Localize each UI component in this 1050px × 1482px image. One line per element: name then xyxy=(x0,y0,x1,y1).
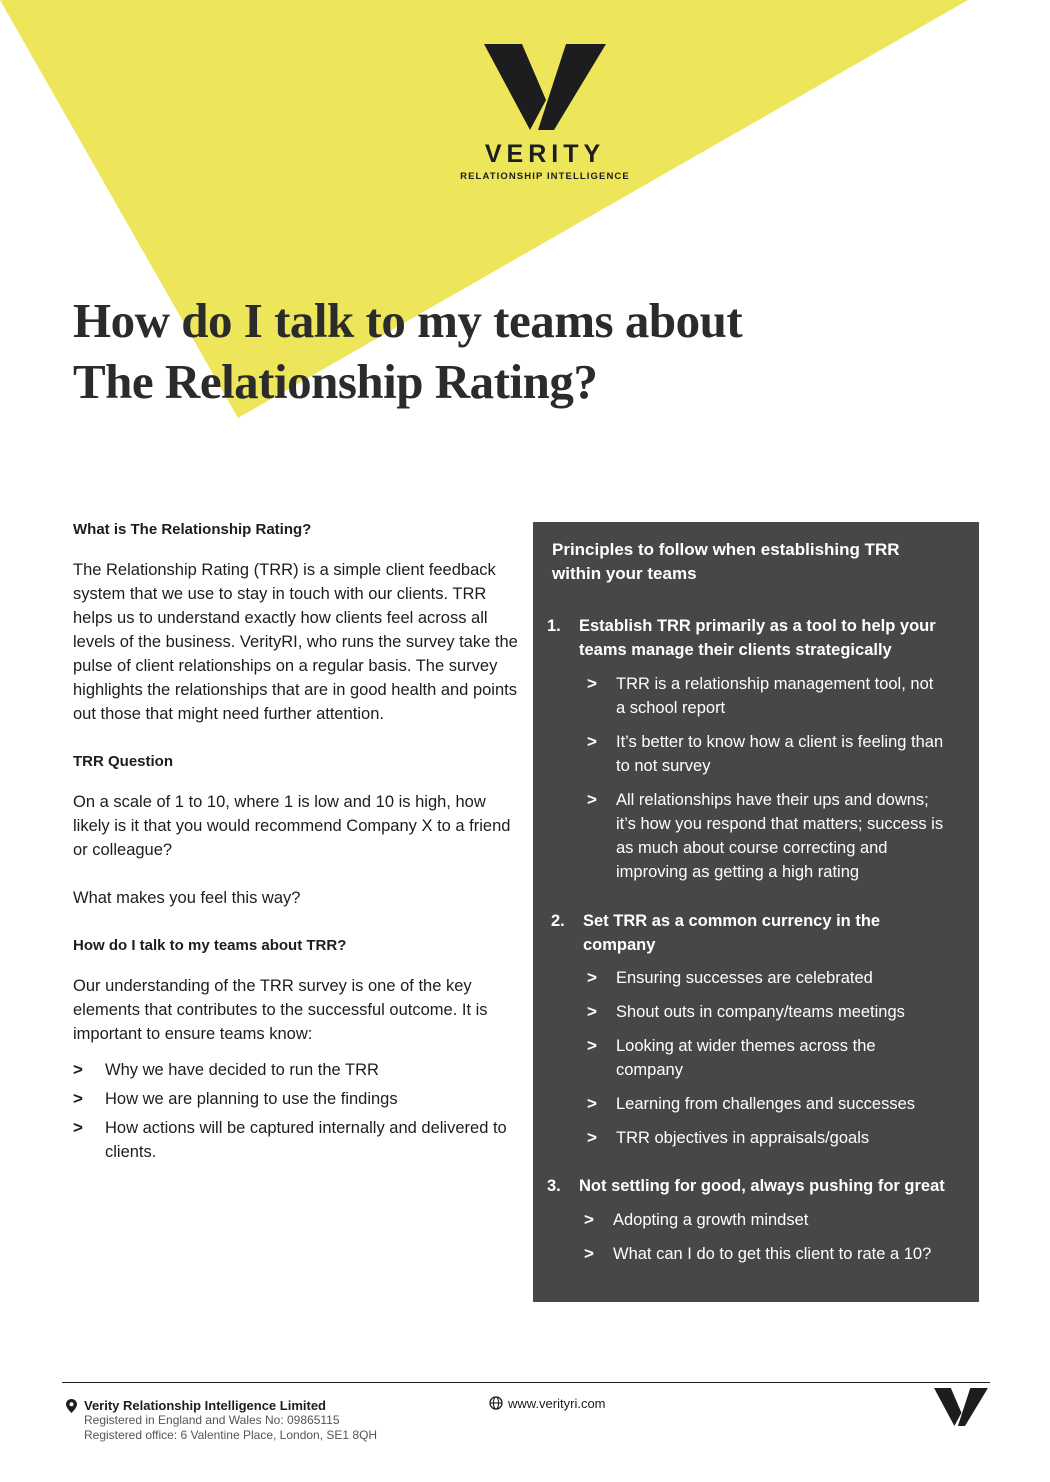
paragraph-follow-up-question: What makes you feel this way? xyxy=(73,889,301,907)
page-title xyxy=(73,290,973,412)
left-column xyxy=(73,518,523,1169)
registration-number: Registered in England and Wales No: 09865115 xyxy=(84,1413,340,1427)
list-item: > Adopting a growth mindset xyxy=(584,1208,964,1232)
heading-trr-question: TRR Question xyxy=(73,753,173,770)
list-item: > Looking at wider themes across the company xyxy=(587,1036,876,1079)
list-item: > TRR objectives in appraisals/goals xyxy=(587,1126,947,1150)
chevron-right-icon: > xyxy=(73,1118,83,1137)
chevron-right-icon: > xyxy=(584,1244,594,1263)
list-item: > What can I do to get this client to rate a 10? xyxy=(584,1242,964,1266)
chevron-right-icon: > xyxy=(587,790,597,809)
list-item: > All relationships have their ups and downs; it’s how you respond that matters; success is as much about course correcting and improving as getting a high rating xyxy=(587,790,944,881)
panel-title: Principles to follow when establishing TRR within your teams xyxy=(552,540,900,583)
chevron-right-icon: > xyxy=(587,732,597,751)
principle-item-1: 1. Establish TRR primarily as a tool to help your teams manage their clients strategically xyxy=(547,614,967,662)
footer-company-info xyxy=(66,1398,377,1443)
brand-tagline: RELATIONSHIP INTELLIGENCE xyxy=(460,171,630,182)
chevron-right-icon: > xyxy=(587,968,597,987)
registered-office: Registered office: 6 Valentine Place, London, SE1 8QH xyxy=(84,1428,378,1442)
heading-how-to-talk: How do I talk to my teams about TRR? xyxy=(73,937,347,954)
title-line-1: How do I talk to my teams about xyxy=(73,293,743,348)
footer-divider xyxy=(62,1382,990,1383)
principle-title: Set TRR as a common currency in the company xyxy=(583,912,881,954)
list-item: > Ensuring successes are celebrated xyxy=(587,966,947,990)
chevron-right-icon: > xyxy=(584,1210,594,1229)
principle-item-3: 3. Not settling for good, always pushing for great xyxy=(547,1174,967,1198)
list-item: > How we are planning to use the findings xyxy=(73,1087,523,1111)
paragraph-trr-description: The Relationship Rating (TRR) is a simple client feedback system that we use to stay in touch with our clients. TRR helps us to understand exactly how clients feel across all levels of the business. VerityRI, who runs the survey take the pulse of client relationships on a regular basis. The survey highlights the relationships that are in good health and points out those that might need further attention. xyxy=(73,561,518,723)
chevron-right-icon: > xyxy=(587,1128,597,1147)
list-item: > Why we have decided to run the TRR xyxy=(73,1058,523,1082)
chevron-right-icon: > xyxy=(587,1036,597,1055)
paragraph-understanding: Our understanding of the TRR survey is one of the key elements that contributes to the successful outcome. It is important to ensure teams know: xyxy=(73,977,488,1043)
chevron-right-icon: > xyxy=(587,1094,597,1113)
list-item: > How actions will be captured internally and delivered to clients. xyxy=(73,1118,507,1161)
verity-v-logo-icon xyxy=(934,1388,988,1426)
website-url[interactable]: www.verityri.com xyxy=(508,1396,606,1411)
website-link[interactable] xyxy=(489,1396,606,1411)
list-item: > Shout outs in company/teams meetings xyxy=(587,1000,947,1024)
title-line-2: The Relationship Rating? xyxy=(73,354,598,409)
brand-name: VERITY xyxy=(484,140,606,168)
principle-title: Establish TRR primarily as a tool to help your teams manage their clients strategically xyxy=(579,617,936,659)
chevron-right-icon: > xyxy=(73,1089,83,1108)
verity-logo xyxy=(455,44,635,182)
list-item: > It’s better to know how a client is feeling than to not survey xyxy=(587,732,944,775)
location-pin-icon xyxy=(66,1399,77,1413)
principles-panel xyxy=(533,522,979,1302)
heading-what-is-trr: What is The Relationship Rating? xyxy=(73,521,312,538)
chevron-right-icon: > xyxy=(73,1060,83,1079)
paragraph-trr-question: On a scale of 1 to 10, where 1 is low and 10 is high, how likely is it that you would recommend Company X to a friend or colleague? xyxy=(73,793,511,859)
chevron-right-icon: > xyxy=(587,674,597,693)
principle-title: Not settling for good, always pushing for great xyxy=(579,1177,945,1195)
chevron-right-icon: > xyxy=(587,1002,597,1021)
globe-icon xyxy=(489,1396,503,1410)
list-item: > TRR is a relationship management tool, not a school report xyxy=(587,674,934,717)
teams-know-list xyxy=(73,1058,523,1164)
company-name: Verity Relationship Intelligence Limited xyxy=(84,1398,326,1413)
verity-v-logo-icon xyxy=(484,44,606,130)
principle-item-2: 2. Set TRR as a common currency in the company xyxy=(551,909,971,957)
list-item: > Learning from challenges and successes xyxy=(587,1092,947,1116)
